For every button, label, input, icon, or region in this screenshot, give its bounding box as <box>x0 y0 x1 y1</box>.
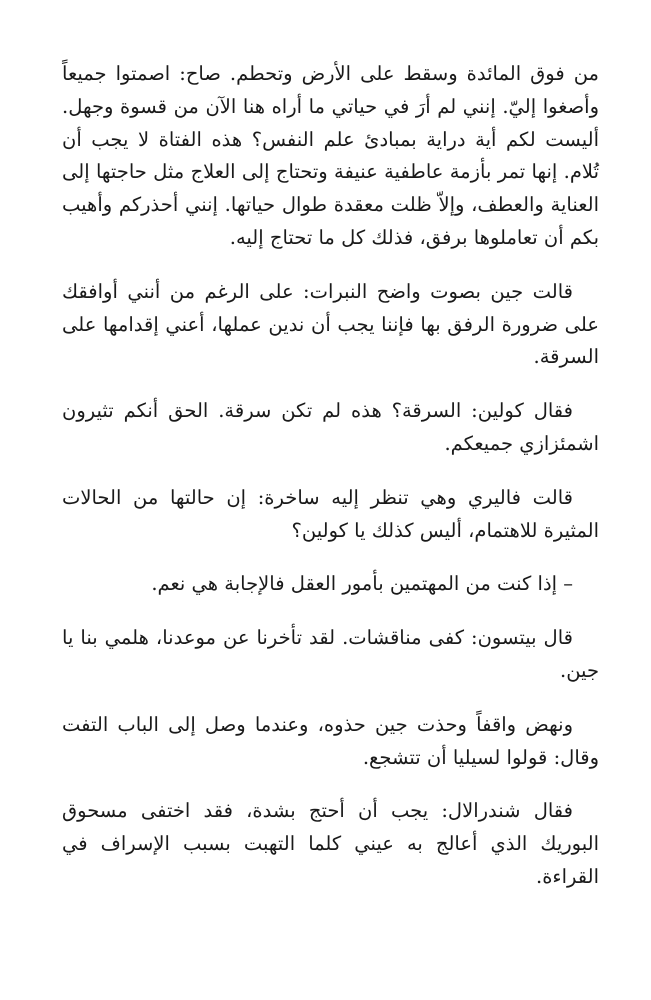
paragraph-bateson-leaving: ونهض واقفاً وحذت جين حذوه، وعندما وصل إلى الباب التفت وقال: قولوا لسيليا أن تتشجع. <box>62 712 599 769</box>
paragraph-jane-reply: قالت جين بصوت واضح النبرات: على الرغم من أنني أوافقك على ضرورة الرفق بها فإننا يجب أن ندين عملها، أعني إقدامها على السرقة. <box>62 279 599 369</box>
paragraph-valerie-question: قالت فاليري وهي تنظر إليه ساخرة: إن حالتها من الحالات المثيرة للاهتمام، أليس كذلك يا كولين؟ <box>62 485 599 542</box>
paragraph-continuation: من فوق المائدة وسقط على الأرض وتحطم. صاح: اصمتوا جميعاً وأصغوا إليّ. إنني لم أرَ في حياتي ما أراه هنا الآن من قسوة وجهل. أليست لكم أية دراية بمبادئ علم النفس؟ هذه الفتاة لا يجب أن تُلام. إنها تمر بأزمة عاطفية عنيفة وتحتاج إلى العلاج مثل حاجتها إلى العناية والعطف، وإلاّ ظلت معقدة طوال حياتها. إنني أحذركم وأهيب بكم أن تعاملوها برفق، فذلك كل ما تحتاج إليه. <box>62 62 599 249</box>
paragraph-chandralal-protest: فقال شندرالال: يجب أن أحتج بشدة، فقد اختفى مسحوق البوريك الذي أعالج به عيني كلما التهبت بسبب الإسراف في القراءة. <box>62 799 599 888</box>
book-page <box>62 58 599 915</box>
paragraph-bateson-reply: قال بيتسون: كفى مناقشات. لقد تأخرنا عن موعدنا، هلمي بنا يا جين. <box>62 626 599 682</box>
paragraph-dialogue-answer: – إذا كنت من المهتمين بأمور العقل فالإجابة هي نعم. <box>151 572 573 596</box>
paragraph-colin-reply: فقال كولين: السرقة؟ هذه لم تكن سرقة. الحق أنكم تثيرون اشمئزازي جميعكم. <box>62 399 599 455</box>
